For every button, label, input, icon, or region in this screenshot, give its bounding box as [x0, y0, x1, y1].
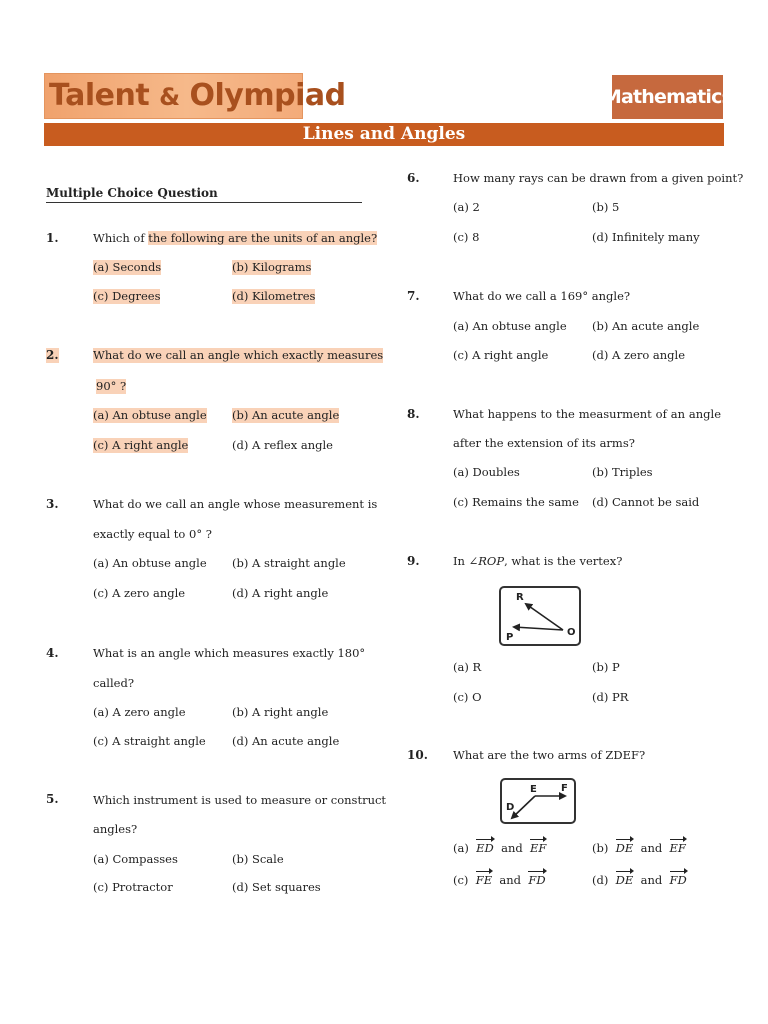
page-title: Lines and Angles — [44, 123, 724, 146]
angle-name: ∠ROP — [468, 554, 505, 568]
option-label: (b) — [592, 841, 609, 855]
option: (a) R — [453, 660, 482, 674]
question-text-line2: exactly equal to 0° ? — [93, 527, 212, 541]
question-text-highlight: the following are the units of an angle? — [148, 231, 378, 245]
option: (a) Doubles — [453, 465, 520, 479]
question-number: 6. — [407, 171, 420, 185]
question-text: Which instrument is used to measure or construct — [93, 793, 387, 807]
point-label-p: P — [506, 632, 514, 643]
option: (d) A right angle — [232, 586, 329, 600]
option: (c) Protractor — [93, 880, 173, 894]
option: (d) A reflex angle — [232, 438, 333, 452]
question-text-part: In — [453, 554, 469, 568]
option: (a) An obtuse angle — [93, 408, 207, 422]
option-conjunction: and — [640, 841, 663, 855]
question-text-line2: angles? — [93, 822, 138, 836]
brand-logo-talent-olympiad — [44, 73, 346, 119]
question-text: What do we call an angle whose measurement is — [93, 497, 378, 511]
question-number: 7. — [407, 289, 420, 303]
option: (d) Cannot be said — [592, 495, 700, 509]
option: (a) A zero angle — [93, 705, 186, 719]
question-number: 3. — [46, 497, 59, 511]
question-number: 8. — [407, 407, 420, 421]
question-text-line2: after the extension of its arms? — [453, 436, 635, 450]
option: (c) A straight angle — [93, 734, 206, 748]
option: (a) 2 — [453, 200, 480, 214]
option-label: (a) — [453, 841, 469, 855]
question-number: 4. — [46, 646, 59, 660]
option: (b) Triples — [592, 465, 653, 479]
option: (d) Kilometres — [232, 289, 316, 303]
vector-ed: ED — [476, 841, 494, 855]
ray-or — [526, 604, 563, 630]
option-label: (d) — [592, 873, 609, 887]
option: (b) P — [592, 660, 620, 674]
option — [592, 841, 686, 856]
question-text: What happens to the measurment of an angle — [453, 407, 721, 421]
vector-fe: FE — [475, 873, 493, 887]
brand-ampersand: & — [159, 83, 180, 111]
angle-def-diagram — [500, 778, 576, 824]
subject-label: Mathematics — [602, 86, 733, 108]
vector-de: DE — [615, 873, 634, 887]
question-text: How many rays can be drawn from a given point? — [453, 171, 744, 185]
section-heading: Multiple Choice Question — [46, 186, 362, 203]
question-number: 9. — [407, 554, 420, 568]
option: (a) An obtuse angle — [93, 556, 207, 570]
question-text: What do we call an angle which exactly measures — [93, 348, 384, 362]
question-text-line2: called? — [93, 676, 134, 690]
option: (c) A zero angle — [93, 586, 186, 600]
option-conjunction: and — [640, 873, 663, 887]
question-text: What do we call a 169° angle? — [453, 289, 631, 303]
option: (a) Compasses — [93, 852, 178, 866]
question-text: What are the two arms of ZDEF? — [453, 748, 646, 762]
option: (c) Degrees — [93, 289, 161, 303]
point-label-f: F — [561, 783, 568, 794]
subject-badge — [602, 75, 733, 119]
question-text-part: Which of — [93, 231, 149, 245]
vector-ef: EF — [530, 841, 547, 855]
vector-fd: FD — [528, 873, 546, 887]
angle-rop-diagram — [499, 586, 581, 646]
question-text-part: , what is the vertex? — [504, 554, 623, 568]
option: (c) 8 — [453, 230, 480, 244]
option: (b) Scale — [232, 852, 284, 866]
option: (b) 5 — [592, 200, 620, 214]
option — [592, 873, 687, 888]
option: (d) An acute angle — [232, 734, 340, 748]
question-text — [453, 554, 622, 569]
point-label-d: D — [506, 802, 515, 813]
point-label-e: E — [530, 784, 537, 795]
option — [453, 873, 546, 888]
option: (b) An acute angle — [232, 408, 340, 422]
vector-de: DE — [615, 841, 634, 855]
option-conjunction: and — [499, 873, 522, 887]
option: (d) PR — [592, 690, 629, 704]
option: (d) A zero angle — [592, 348, 685, 362]
question-text: What is an angle which measures exactly 180° — [93, 646, 366, 660]
option: (d) Set squares — [232, 880, 321, 894]
vector-ef: EF — [669, 841, 686, 855]
option: (c) A right angle — [93, 438, 189, 452]
vector-fd: FD — [669, 873, 687, 887]
brand-word-talent: Talent — [49, 78, 150, 113]
question-text — [93, 231, 377, 246]
point-label-r: R — [516, 592, 524, 603]
question-number: 2. — [46, 348, 59, 362]
option: (c) Remains the same — [453, 495, 579, 509]
point-label-o: O — [567, 627, 576, 638]
option-conjunction: and — [501, 841, 523, 855]
question-text-line2: 90° ? — [96, 379, 127, 393]
option: (b) A right angle — [232, 705, 329, 719]
option: (a) Seconds — [93, 260, 162, 274]
option: (c) O — [453, 690, 482, 704]
option: (a) An obtuse angle — [453, 319, 567, 333]
option — [453, 841, 546, 856]
brand-word-olympiad: Olympiad — [189, 78, 346, 113]
question-number: 5. — [46, 792, 59, 806]
ray-ed — [512, 796, 535, 818]
angle-rop-figure — [501, 588, 579, 644]
ray-op — [514, 627, 563, 630]
angle-def-figure — [502, 780, 574, 822]
option: (d) Infinitely many — [592, 230, 700, 244]
option-label: (c) — [453, 873, 469, 887]
option: (b) A straight angle — [232, 556, 346, 570]
question-number: 10. — [407, 748, 428, 762]
option: (b) Kilograms — [232, 260, 312, 274]
option: (c) A right angle — [453, 348, 549, 362]
question-number: 1. — [46, 231, 59, 245]
option: (b) An acute angle — [592, 319, 700, 333]
